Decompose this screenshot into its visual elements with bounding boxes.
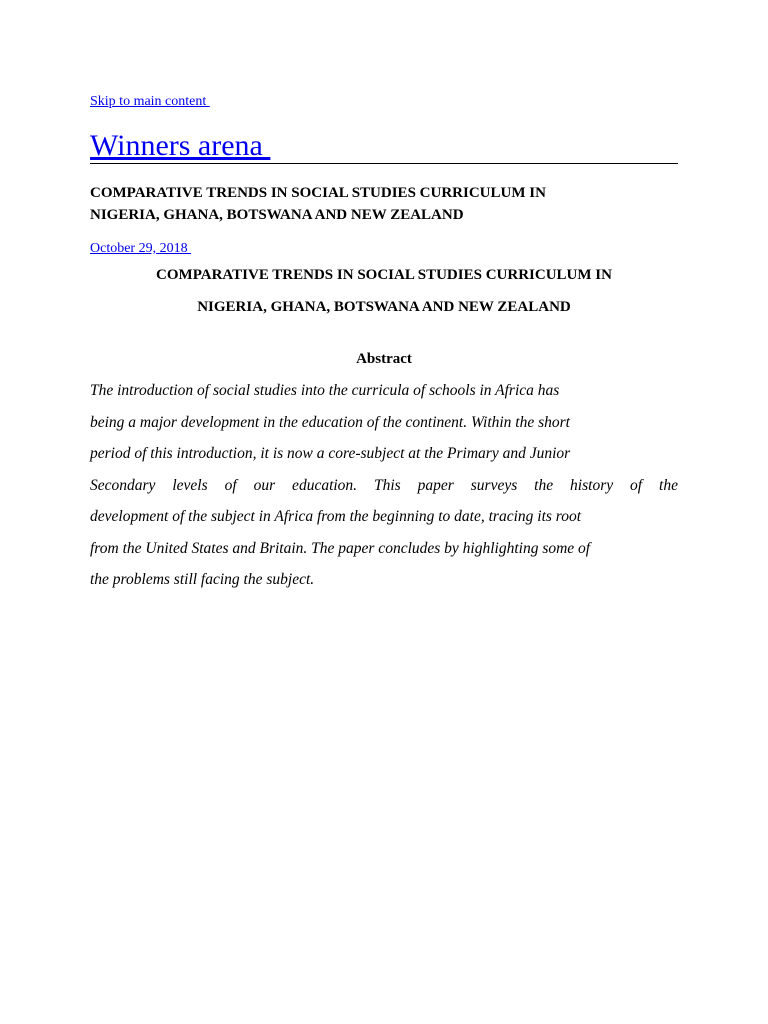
post-title bbox=[90, 182, 678, 226]
abstract-line: period of this introduction, it is now a core-subject at the Primary and Junior bbox=[90, 445, 571, 462]
abstract-line: being a major development in the education of the continent. Within the short bbox=[90, 413, 570, 431]
post-date-link[interactable]: October 29, 2018 bbox=[90, 241, 192, 256]
document-heading bbox=[90, 259, 678, 323]
abstract-text bbox=[90, 375, 678, 596]
abstract-line: from the United States and Britain. The paper concludes by highlighting some of bbox=[90, 539, 591, 557]
abstract-line: the problems still facing the subject. bbox=[90, 571, 315, 588]
abstract-line: Secondary levels of our education. This paper surveys the history of the bbox=[90, 476, 678, 494]
title-divider bbox=[90, 163, 678, 164]
skip-to-content-link[interactable]: Skip to main content bbox=[90, 94, 210, 109]
site-title-link[interactable]: Winners arena bbox=[90, 129, 271, 162]
abstract-heading: Abstract bbox=[356, 351, 412, 367]
document-heading-line: NIGERIA, GHANA, BOTSWANA AND NEW ZEALAND bbox=[197, 299, 571, 315]
post-title-line: NIGERIA, GHANA, BOTSWANA AND NEW ZEALAND bbox=[90, 207, 464, 223]
abstract-line: development of the subject in Africa from the beginning to date, tracing its root bbox=[90, 508, 582, 525]
post-title-line: COMPARATIVE TRENDS IN SOCIAL STUDIES CURRICULUM IN bbox=[90, 185, 546, 201]
abstract-line: The introduction of social studies into the curricula of schools in Africa has bbox=[90, 382, 560, 399]
document-heading-line: COMPARATIVE TRENDS IN SOCIAL STUDIES CURRICULUM IN bbox=[156, 267, 612, 283]
